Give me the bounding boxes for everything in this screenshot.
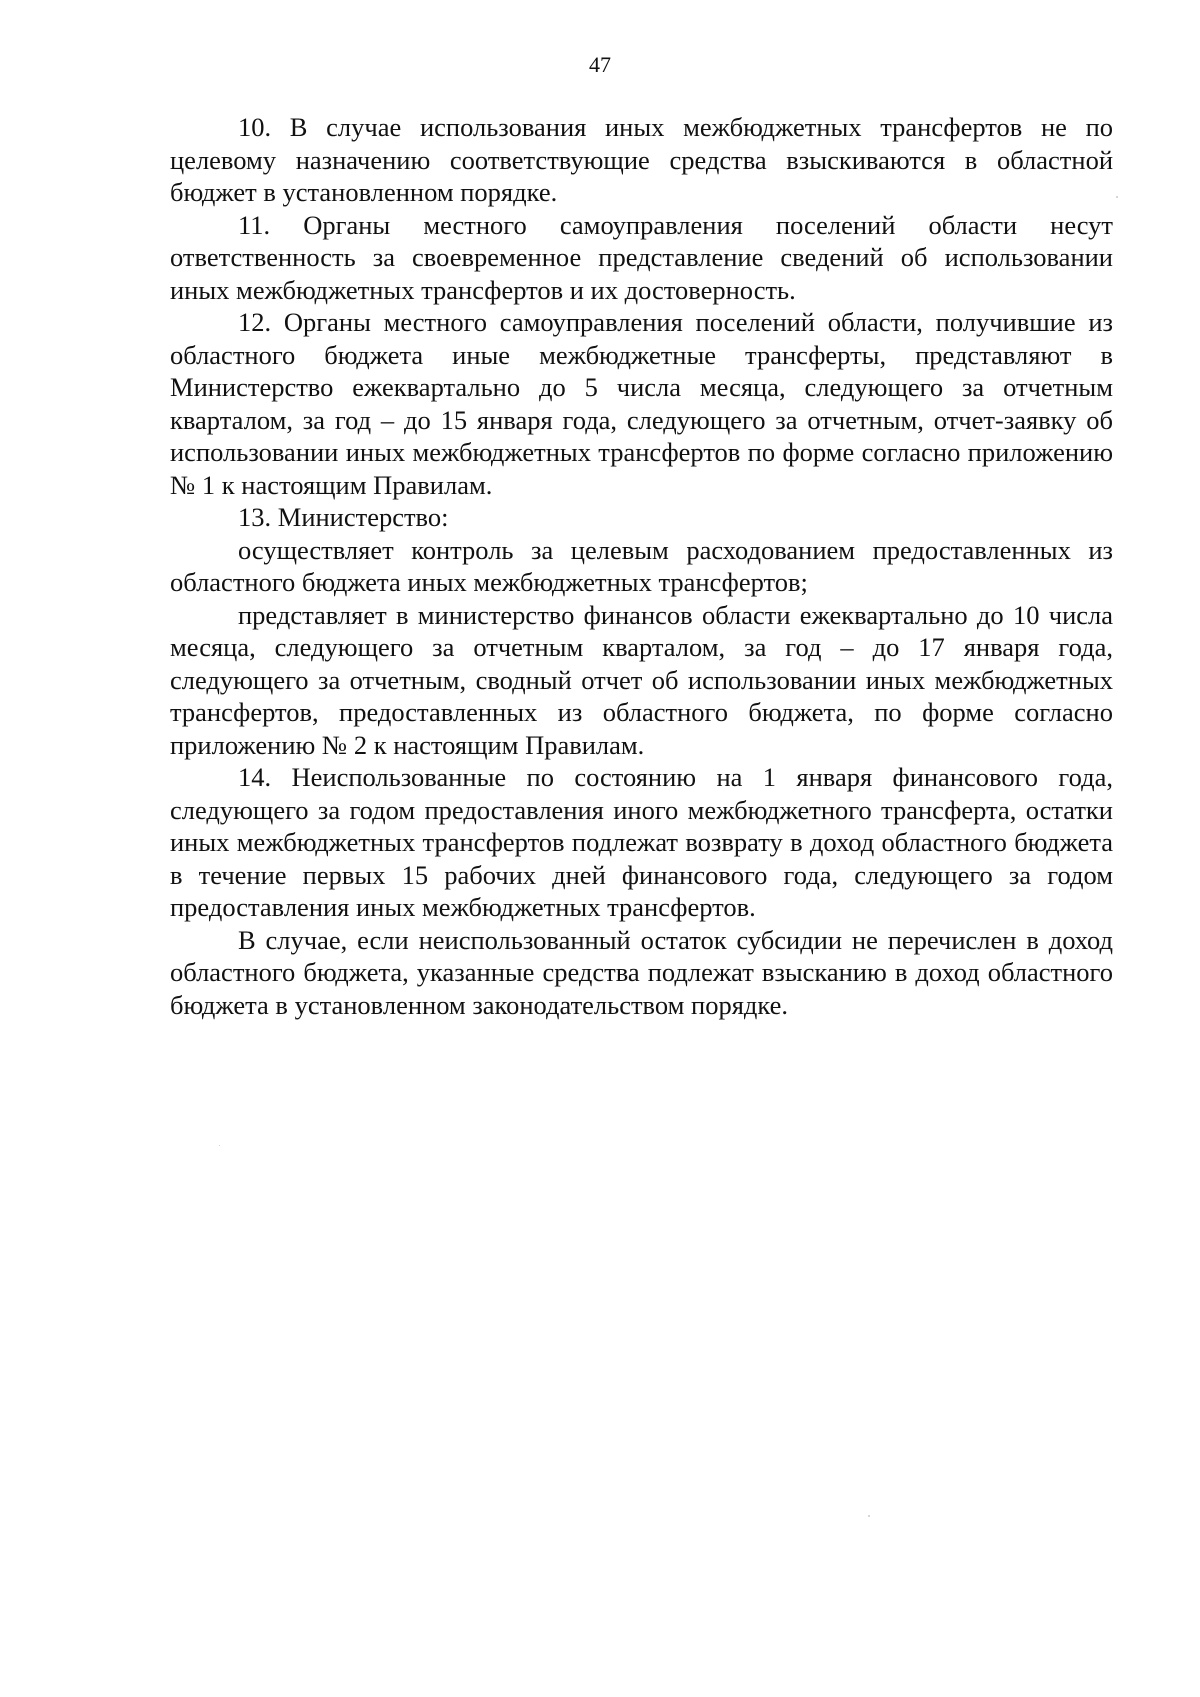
scan-speck [219, 1145, 220, 1146]
paragraph-12: 12. Органы местного самоуправления поселений области, получившие из областного бюджета иные межбюджетные трансферты, представляют в Министерство ежеквартально до 5 числа месяца, следующего за отчетным кварталом, за год – до 15 января года, следующего за отчетным, отчет-заявку об использовании иных межбюджетных трансфертов по форме согласно приложению № 1 к настоящим Правилам. [170, 307, 1113, 500]
scan-speck [1116, 196, 1118, 198]
document-body [170, 111, 1113, 1021]
paragraph-13-control: осуществляет контроль за целевым расходованием предоставленных из областного бюджета иных межбюджетных трансфертов; [170, 534, 1113, 597]
paragraph-13-heading: 13. Министерство: [238, 502, 449, 532]
scan-speck [868, 1515, 870, 1517]
paragraph-14-recovery: В случае, если неиспользованный остаток субсидии не перечислен в доход областного бюджета, указанные средства подлежат взысканию в доход областного бюджета в установленном законодательством порядке. [170, 924, 1113, 1020]
paragraph-10: 10. В случае использования иных межбюджетных трансфертов не по целевому назначению соответствующие средства взыскиваются в областной бюджет в установленном порядке. [170, 112, 1113, 207]
page-number: 47 [589, 52, 611, 77]
paragraph-14: 14. Неиспользованные по состоянию на 1 января финансового года, следующего за годом предоставления иного межбюджетного трансферта, остатки иных межбюджетных трансфертов подлежат возврату в доход областного бюджета в течение первых 15 рабочих дней финансового года, следующего за годом предоставления иных межбюджетных трансфертов. [170, 762, 1113, 922]
paragraph-11: 11. Органы местного самоуправления поселений области несут ответственность за своевременное представление сведений об использовании иных межбюджетных трансфертов и их достоверность. [170, 209, 1113, 305]
paragraph-13-report: представляет в министерство финансов области ежеквартально до 10 числа месяца, следующего за отчетным кварталом, за год – до 17 января года, следующего за отчетным, сводный отчет об использовании иных межбюджетных трансфертов, предоставленных из областного бюджета, по форме согласно приложению № 2 к настоящим Правилам. [170, 599, 1113, 760]
